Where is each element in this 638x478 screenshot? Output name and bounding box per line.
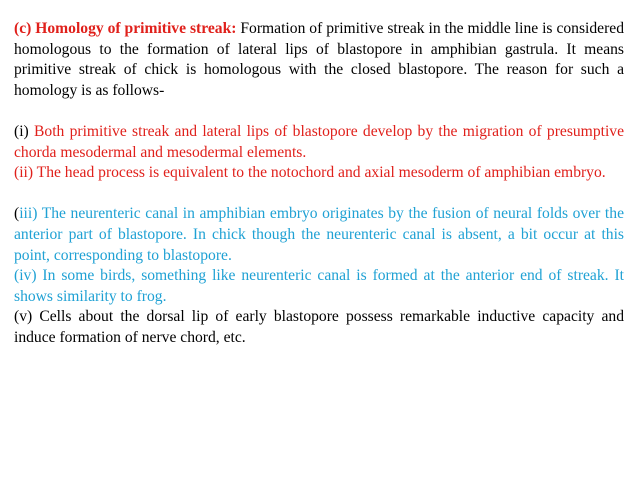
point-i-text: Both primitive streak and lateral lips of blastopore develop by the migration of presumptive chorda mesodermal and mesodermal elements. <box>14 122 624 161</box>
point-ii: (ii) The head process is equivalent to the notochord and axial mesoderm of amphibian embryo. <box>14 164 606 182</box>
point-iii <box>14 204 624 266</box>
homology-text: Formation of primitive streak in the middle line is considered homologous to the formation of lateral lips of blastopore in amphibian gastrula. It means primitive streak of chick is homologous with the closed blastopore. The reason for such a homology is as follows- <box>14 20 624 99</box>
point-iv: (iv) In some birds, something like neurenteric canal is formed at the anterior end of streak. It shows similarity to frog. <box>14 267 624 305</box>
point-v: (v) Cells about the dorsal lip of early blastopore possess remarkable inductive capacity and induce formation of nerve chord, etc. <box>14 308 624 346</box>
slide-body <box>14 19 624 349</box>
paragraph-gap <box>14 101 624 122</box>
point-iii-marker: ( <box>14 205 20 223</box>
homology-paragraph <box>14 19 624 101</box>
point-i <box>14 122 624 163</box>
paragraph-gap <box>14 184 624 205</box>
homology-heading: (c) Homology of primitive streak: <box>14 20 237 37</box>
point-iii-text: iii) The neurenteric canal in amphibian embryo originates by the fusion of neural folds over the anterior part of blastopore. In chick though the neurenteric canal is absent, a bit occur at this point, corresponding to blastopore. <box>14 205 624 264</box>
point-i-marker: (i) <box>14 122 29 140</box>
